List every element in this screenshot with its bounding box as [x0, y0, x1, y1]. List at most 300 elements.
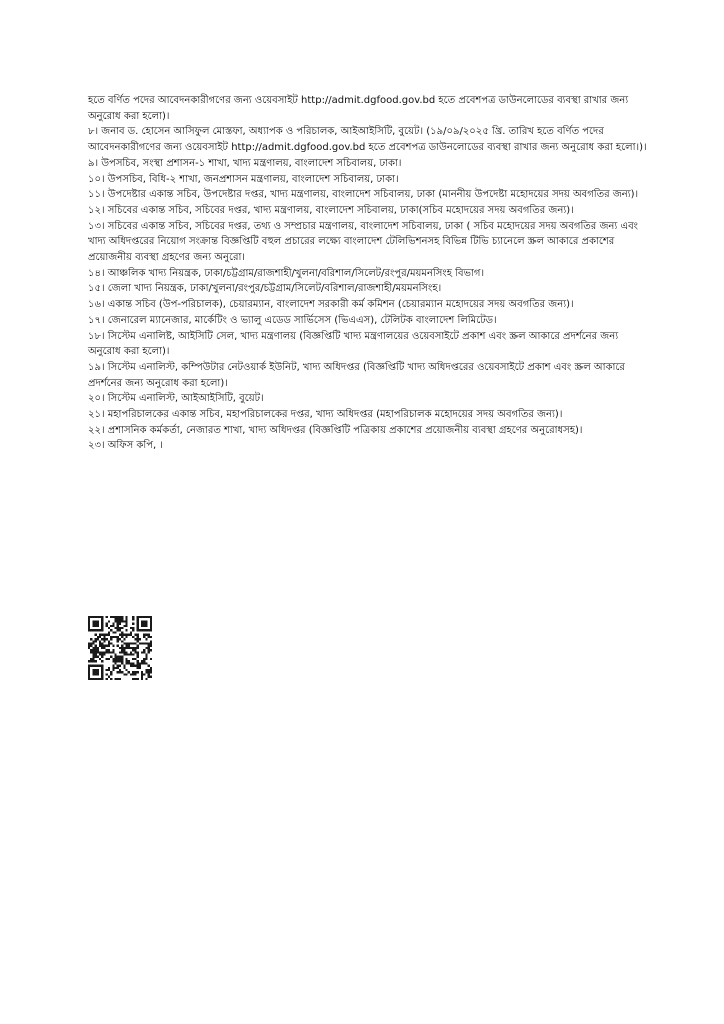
qr-module: [101, 623, 103, 625]
qr-module: [126, 654, 128, 656]
list-item: ২২। প্রশাসনিক কর্মকর্তা, নেজারত শাখা, খাদ্য অধিদপ্তর (বিজ্ঞপ্তিটি পত্রিকায় প্রকাশের প্রয়োজনীয় ব্যবস্থা গ্রহণের অনুরোধসহ)।: [88, 424, 583, 436]
qr-module: [121, 634, 123, 636]
qr-module: [95, 673, 97, 675]
qr-module: [103, 651, 105, 653]
qr-module: [141, 623, 143, 625]
qr-module: [143, 660, 145, 662]
qr-module: [145, 658, 147, 660]
qr-module: [106, 645, 108, 647]
qr-module: [119, 647, 121, 649]
qr-module: [148, 634, 150, 636]
qr-module: [110, 625, 112, 627]
qr-module: [106, 658, 108, 660]
qr-module: [110, 678, 112, 680]
qr-module: [123, 625, 125, 627]
qr-module: [112, 645, 114, 647]
qr-module: [139, 667, 141, 669]
qr-module: [132, 642, 134, 644]
qr-module: [119, 634, 121, 636]
qr-module: [101, 669, 103, 671]
qr-module: [134, 658, 136, 660]
qr-module: [132, 678, 134, 680]
list-item: ১৩। সচিবের একান্ত সচিব, সচিবের দপ্তর, তথ্য ও সম্প্রচার মন্ত্রণালয়, বাংলাদেশ সচিবালয়, ঢাকা ( সচিব মহোদয়ের সদয় অবগতির জন্য এবং খাদ্য অধিদপ্তরের নিয়োগ সংক্রান্ত বিজ্ঞপ্তিটি বহুল প্রচারের লক্ষ্যে বাংলাদেশ টেলিভিশনসহ বিভিন্ন টিভি চ্যানেলে স্ক্রল আকারে প্রকাশের প্রয়োজনীয় ব্যবস্থা গ্রহণের জন্য অনুরো।: [88, 220, 638, 264]
qr-module: [101, 667, 103, 669]
qr-module: [106, 634, 108, 636]
qr-module: [101, 660, 103, 662]
qr-module: [141, 676, 143, 678]
qr-module: [95, 620, 97, 622]
qr-module: [97, 656, 99, 658]
qr-module: [101, 618, 103, 620]
qr-module: [101, 676, 103, 678]
qr-module: [150, 671, 152, 673]
qr-module: [148, 616, 150, 618]
qr-module: [134, 642, 136, 644]
qr-module: [139, 642, 141, 644]
qr-module: [114, 618, 116, 620]
qr-module: [92, 665, 94, 667]
qr-module: [134, 665, 136, 667]
qr-module: [121, 656, 123, 658]
qr-module: [134, 678, 136, 680]
qr-module: [88, 620, 90, 622]
qr-module: [95, 671, 97, 673]
qr-module: [114, 678, 116, 680]
qr-module: [132, 629, 134, 631]
qr-module: [101, 651, 103, 653]
qr-module: [106, 651, 108, 653]
qr-module: [137, 654, 139, 656]
qr-module: [103, 634, 105, 636]
qr-module: [139, 629, 141, 631]
qr-module: [126, 625, 128, 627]
qr-module: [99, 651, 101, 653]
qr-module: [114, 658, 116, 660]
qr-module: [132, 671, 134, 673]
qr-module: [145, 654, 147, 656]
qr-module: [97, 669, 99, 671]
qr-module: [117, 636, 119, 638]
qr-module: [134, 651, 136, 653]
qr-module: [90, 629, 92, 631]
qr-module: [132, 665, 134, 667]
qr-module: [150, 623, 152, 625]
qr-module: [99, 665, 101, 667]
qr-module: [108, 640, 110, 642]
qr-module: [128, 662, 130, 664]
qr-module: [92, 640, 94, 642]
qr-module: [126, 645, 128, 647]
qr-module: [112, 667, 114, 669]
qr-module: [134, 647, 136, 649]
qr-module: [150, 658, 152, 660]
qr-module: [117, 620, 119, 622]
qr-module: [92, 669, 94, 671]
qr-module: [110, 636, 112, 638]
qr-module: [97, 636, 99, 638]
qr-module: [143, 625, 145, 627]
qr-module: [95, 660, 97, 662]
qr-module: [132, 654, 134, 656]
qr-module: [112, 616, 114, 618]
qr-module: [110, 671, 112, 673]
qr-module: [143, 649, 145, 651]
qr-module: [106, 673, 108, 675]
qr-module: [103, 638, 105, 640]
qr-module: [150, 649, 152, 651]
qr-module: [126, 660, 128, 662]
qr-module: [148, 671, 150, 673]
qr-module: [99, 645, 101, 647]
qr-module: [119, 671, 121, 673]
qr-module: [103, 640, 105, 642]
qr-module: [117, 665, 119, 667]
list-item: ১০। উপসচিব, বিধি-২ শাখা, জনপ্রশাসন মন্ত্রণালয়, বাংলাদেশ সচিবালয়, ঢাকা।: [88, 173, 399, 185]
qr-module: [97, 623, 99, 625]
qr-module: [134, 634, 136, 636]
list-item: ৮। জনাব ড. হোসেন আসিফুল মোস্তফা, অধ্যাপক ও পরিচালক, আইআইসিটি, বুয়েট। (১৯/০৯/২০২৫ খ্রি. তারিখ হতে বর্ণিত পদের আবেদনকারীগণের জন্য ওয়েবসাইট http://admit.dgfood.gov.bd হতে প্রবেশপত্র ডাউনলোডের ব্যবস্থা রাখার জন্য অনুরোধ করা হলো।)।: [88, 126, 647, 154]
qr-module: [88, 625, 90, 627]
qr-module: [97, 649, 99, 651]
qr-module: [108, 645, 110, 647]
qr-module: [121, 631, 123, 633]
qr-module: [143, 651, 145, 653]
qr-module: [106, 678, 108, 680]
qr-module: [121, 649, 123, 651]
qr-module: [88, 665, 90, 667]
list-item: ১৫। জেলা খাদ্য নিয়ন্ত্রক, ঢাকা/খুলনা/রংপুর/চট্টগ্রাম/সিলেট/বরিশাল/রাজশাহী/ময়মনসিংহ।: [88, 283, 442, 295]
qr-module: [121, 647, 123, 649]
qr-module: [148, 676, 150, 678]
qr-module: [121, 658, 123, 660]
qr-module: [139, 616, 141, 618]
qr-module: [92, 660, 94, 662]
list-item: ১৭। জেনারেল ম্যানেজার, মার্কেটিং ও ভ্যালু এডেড সার্ভিসেস (ভিএএস), টেলিটক বাংলাদেশ লিমিটেড।: [88, 314, 497, 326]
qr-module: [95, 616, 97, 618]
qr-module: [108, 627, 110, 629]
qr-module: [97, 647, 99, 649]
qr-module: [117, 623, 119, 625]
qr-module: [141, 625, 143, 627]
qr-module: [137, 638, 139, 640]
qr-module: [137, 660, 139, 662]
qr-module: [101, 673, 103, 675]
qr-module: [145, 625, 147, 627]
qr-module: [88, 647, 90, 649]
qr-module: [114, 662, 116, 664]
qr-module: [145, 623, 147, 625]
qr-module: [141, 620, 143, 622]
qr-module: [137, 662, 139, 664]
qr-module: [132, 627, 134, 629]
qr-module: [95, 638, 97, 640]
qr-module: [90, 651, 92, 653]
qr-module: [110, 642, 112, 644]
qr-module: [143, 673, 145, 675]
qr-module: [117, 627, 119, 629]
qr-module: [145, 656, 147, 658]
qr-module: [90, 638, 92, 640]
list-item: ১৯। সিস্টেম এনালিস্ট, কম্পিউটার নেটওয়ার্ক ইউনিট, খাদ্য অধিদপ্তর (বিজ্ঞপ্তিটি খাদ্য অধিদপ্তরের ওয়েবসাইটে প্রকাশ এবং স্ক্রল আকারে প্রদর্শনের জন্য অনুরোধ করা হলো)।: [88, 361, 625, 389]
qr-module: [128, 654, 130, 656]
qr-module: [137, 645, 139, 647]
qr-module: [92, 673, 94, 675]
qr-module: [112, 665, 114, 667]
qr-module: [121, 645, 123, 647]
qr-module: [92, 642, 94, 644]
qr-module: [126, 616, 128, 618]
qr-module: [121, 636, 123, 638]
qr-module: [143, 623, 145, 625]
qr-code-icon: [88, 616, 152, 680]
qr-module: [119, 616, 121, 618]
qr-module: [119, 678, 121, 680]
qr-module: [148, 669, 150, 671]
qr-module: [88, 629, 90, 631]
qr-module: [108, 651, 110, 653]
qr-module: [119, 669, 121, 671]
qr-module: [108, 634, 110, 636]
qr-module: [130, 673, 132, 675]
qr-module: [150, 618, 152, 620]
qr-module: [130, 642, 132, 644]
qr-module: [95, 625, 97, 627]
qr-module: [117, 671, 119, 673]
qr-module: [126, 647, 128, 649]
qr-module: [132, 623, 134, 625]
qr-module: [88, 627, 90, 629]
qr-module: [121, 671, 123, 673]
qr-module: [101, 627, 103, 629]
qr-module: [126, 673, 128, 675]
qr-module: [126, 636, 128, 638]
qr-module: [128, 634, 130, 636]
qr-module: [119, 623, 121, 625]
qr-module: [150, 629, 152, 631]
qr-module: [95, 656, 97, 658]
qr-module: [108, 620, 110, 622]
qr-module: [150, 620, 152, 622]
qr-module: [126, 658, 128, 660]
qr-module: [101, 625, 103, 627]
qr-module: [90, 645, 92, 647]
qr-module: [119, 660, 121, 662]
qr-module: [99, 658, 101, 660]
qr-module: [106, 669, 108, 671]
qr-module: [92, 623, 94, 625]
qr-module: [130, 651, 132, 653]
qr-module: [137, 667, 139, 669]
qr-module: [137, 647, 139, 649]
qr-module: [92, 625, 94, 627]
qr-module: [139, 662, 141, 664]
list-item: ১১। উপদেষ্টার একান্ত সচিব, উপদেষ্টার দপ্তর, খাদ্য মন্ত্রণালয়, বাংলাদেশ সচিবালয়, ঢাকা (মাননীয় উপদেষ্টা মহোদয়ের সদয় অবগতির জন্য)।: [88, 189, 639, 201]
qr-module: [145, 669, 147, 671]
qr-module: [90, 678, 92, 680]
qr-module: [137, 671, 139, 673]
qr-module: [145, 620, 147, 622]
qr-module: [112, 623, 114, 625]
qr-module: [106, 616, 108, 618]
qr-module: [88, 678, 90, 680]
qr-module: [92, 671, 94, 673]
qr-module: [126, 662, 128, 664]
qr-module: [112, 658, 114, 660]
qr-module: [132, 647, 134, 649]
qr-module: [114, 616, 116, 618]
qr-module: [95, 665, 97, 667]
qr-module: [148, 649, 150, 651]
qr-module: [148, 642, 150, 644]
qr-module: [117, 629, 119, 631]
qr-module: [103, 654, 105, 656]
qr-module: [130, 634, 132, 636]
distribution-list: [88, 93, 648, 454]
qr-module: [137, 627, 139, 629]
qr-module: [148, 636, 150, 638]
qr-module: [90, 642, 92, 644]
qr-module: [121, 640, 123, 642]
qr-module: [119, 627, 121, 629]
qr-module: [145, 634, 147, 636]
qr-module: [141, 616, 143, 618]
qr-module: [143, 620, 145, 622]
qr-module: [99, 678, 101, 680]
qr-module: [137, 665, 139, 667]
qr-module: [101, 647, 103, 649]
qr-module: [143, 662, 145, 664]
qr-module: [110, 616, 112, 618]
qr-module: [101, 634, 103, 636]
qr-module: [101, 671, 103, 673]
qr-module: [137, 678, 139, 680]
qr-module: [95, 649, 97, 651]
qr-module: [95, 640, 97, 642]
qr-module: [141, 660, 143, 662]
qr-module: [123, 665, 125, 667]
qr-module: [132, 673, 134, 675]
qr-module: [143, 616, 145, 618]
qr-module: [141, 629, 143, 631]
qr-module: [106, 623, 108, 625]
qr-module: [123, 673, 125, 675]
qr-module: [141, 671, 143, 673]
qr-module: [117, 667, 119, 669]
qr-module: [101, 645, 103, 647]
qr-module: [126, 642, 128, 644]
qr-module: [119, 629, 121, 631]
qr-module: [99, 636, 101, 638]
qr-module: [99, 616, 101, 618]
qr-module: [150, 640, 152, 642]
qr-module: [88, 623, 90, 625]
qr-module: [97, 671, 99, 673]
qr-module: [92, 629, 94, 631]
qr-module: [108, 667, 110, 669]
qr-module: [88, 667, 90, 669]
qr-module: [117, 660, 119, 662]
qr-module: [114, 667, 116, 669]
qr-module: [92, 658, 94, 660]
list-item: ১৮। সিস্টেম এনালিষ্ট, আইসিটি সেল, খাদ্য মন্ত্রণালয় (বিজ্ঞপ্তিটি খাদ্য মন্ত্রণালয়ের ওয়েবসাইটে প্রকাশ এবং স্ক্রল আকারে প্রদর্শনের জন্য অনুরোধ করা হলো)।: [88, 330, 619, 358]
qr-module: [110, 651, 112, 653]
qr-module: [97, 638, 99, 640]
qr-module: [114, 636, 116, 638]
qr-module: [103, 647, 105, 649]
qr-module: [141, 662, 143, 664]
qr-module: [137, 623, 139, 625]
qr-module: [117, 640, 119, 642]
qr-module: [121, 618, 123, 620]
qr-module: [101, 665, 103, 667]
qr-module: [97, 620, 99, 622]
qr-module: [123, 649, 125, 651]
qr-module: [126, 623, 128, 625]
qr-module: [99, 629, 101, 631]
qr-module: [130, 631, 132, 633]
qr-module: [145, 629, 147, 631]
qr-module: [148, 665, 150, 667]
qr-module: [92, 616, 94, 618]
qr-module: [117, 618, 119, 620]
qr-module: [112, 669, 114, 671]
list-item: ৯। উপসচিব, সংস্থা প্রশাসন-১ শাখা, খাদ্য মন্ত্রণালয়, বাংলাদেশ সচিবালয়, ঢাকা।: [88, 157, 402, 169]
qr-module: [114, 627, 116, 629]
qr-module: [130, 627, 132, 629]
qr-module: [137, 618, 139, 620]
qr-module: [88, 618, 90, 620]
qr-module: [106, 649, 108, 651]
qr-module: [106, 625, 108, 627]
qr-module: [141, 673, 143, 675]
qr-module: [119, 651, 121, 653]
qr-module: [119, 665, 121, 667]
qr-module: [99, 640, 101, 642]
qr-module: [119, 658, 121, 660]
qr-module: [99, 654, 101, 656]
qr-module: [137, 636, 139, 638]
qr-module: [150, 642, 152, 644]
qr-module: [143, 629, 145, 631]
qr-module: [123, 642, 125, 644]
qr-module: [126, 618, 128, 620]
qr-module: [145, 638, 147, 640]
qr-module: [114, 631, 116, 633]
qr-module: [117, 656, 119, 658]
qr-module: [101, 642, 103, 644]
qr-module: [137, 640, 139, 642]
qr-module: [150, 627, 152, 629]
qr-module: [132, 662, 134, 664]
list-item: হতে বর্ণিত পদের আবেদনকারীগণের জন্য ওয়েবসাইট http://admit.dgfood.gov.bd হতে প্রবেশপত্র ডাউনলোডের ব্যবস্থা রাখার জন্য অনুরোধ করা হলো)।: [88, 95, 629, 122]
qr-module: [132, 649, 134, 651]
qr-module: [108, 649, 110, 651]
list-item: ১২। সচিবের একান্ত সচিব, সচিবের দপ্তর, খাদ্য মন্ত্রণালয়, বাংলাদেশ সচিবালয়, ঢাকা(সচিব মহোদয়ের সদয় অবগতির জন্য)।: [88, 204, 574, 216]
qr-module: [141, 651, 143, 653]
qr-module: [145, 678, 147, 680]
qr-module: [101, 656, 103, 658]
qr-module: [150, 676, 152, 678]
qr-module: [88, 676, 90, 678]
qr-module: [103, 645, 105, 647]
qr-module: [114, 656, 116, 658]
qr-module: [112, 651, 114, 653]
qr-module: [106, 638, 108, 640]
qr-module: [97, 673, 99, 675]
qr-module: [88, 671, 90, 673]
qr-module: [141, 678, 143, 680]
qr-module: [148, 629, 150, 631]
